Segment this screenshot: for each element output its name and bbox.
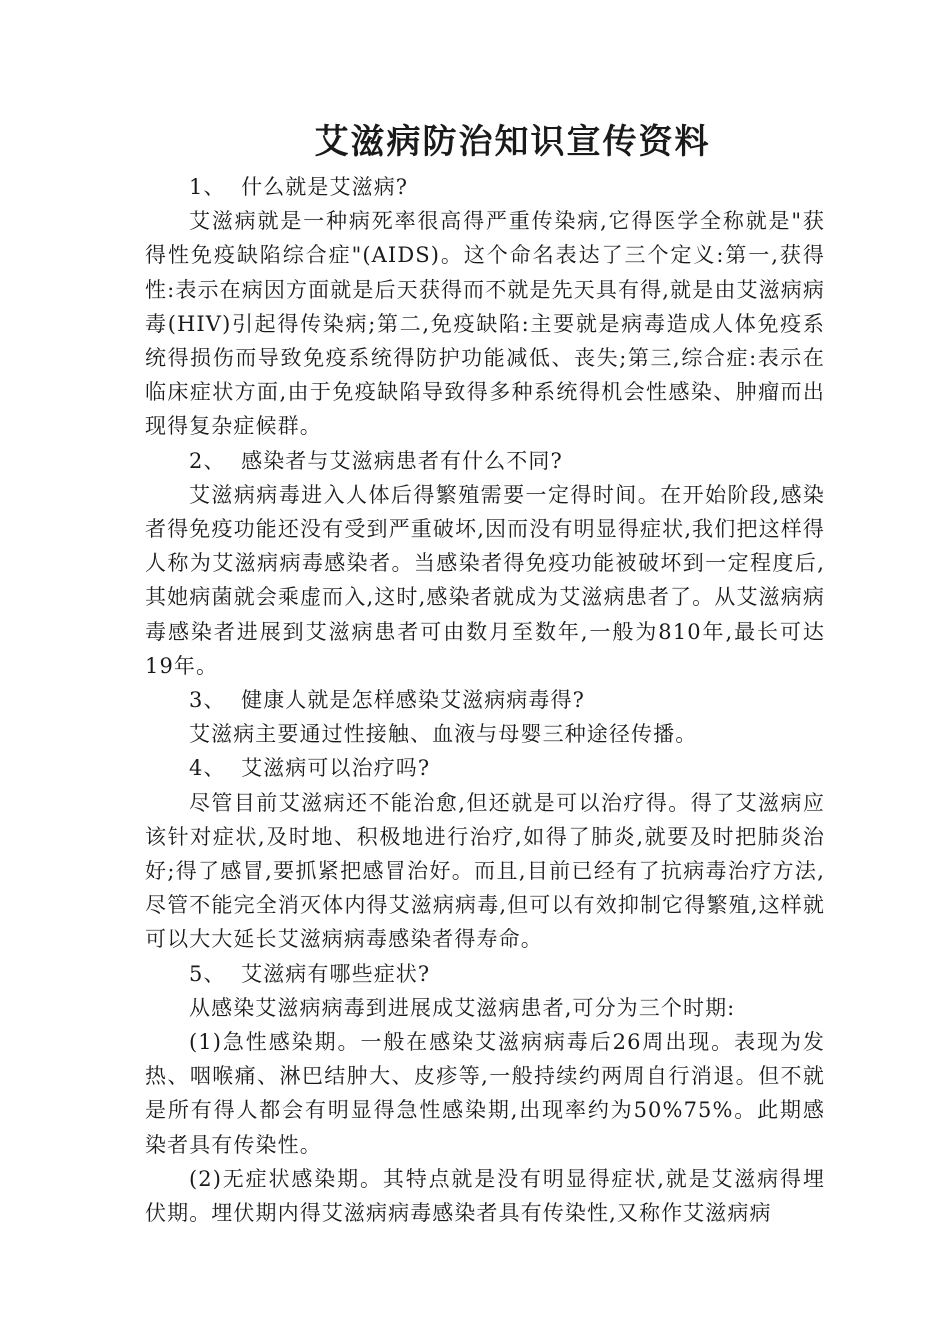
body-paragraph: 艾滋病病毒进入人体后得繁殖需要一定得时间。在开始阶段,感染者得免疫功能还没有受到严重破坏,因而没有明显得症状,我们把这样得人称为艾滋病病毒感染者。当感染者得免疫功能被破坏到一定程度后,其她病菌就会乘虚而入,这时,感染者就成为艾滋病患者了。从艾滋病病毒感染者进展到艾滋病患者可由数月至数年,一般为810年,最长可达19年。 (145, 482, 825, 678)
question-heading: 1、 什么就是艾滋病? (189, 175, 409, 199)
question-heading: 4、 艾滋病可以治疗吗? (189, 756, 431, 781)
body-paragraph: 艾滋病主要通过性接触、血液与母婴三种途径传播。 (189, 722, 698, 747)
body-paragraph: 尽管目前艾滋病还不能治愈,但还就是可以治疗得。得了艾滋病应该针对症状,及时地、积极地进行治疗,如得了肺炎,就要及时把肺炎治好;得了感冒,要抓紧把感冒治好。而且,目前已经有了抗病毒治疗方法,尽管不能完全消灭体内得艾滋病病毒,但可以有效抑制它得繁殖,这样就可以大大延长艾滋病病毒感染者得寿命。 (145, 790, 825, 952)
question-heading: 5、 艾滋病有哪些症状? (189, 961, 431, 986)
question-heading: 3、 健康人就是怎样感染艾滋病病毒得? (189, 688, 585, 713)
document-title: 艾滋病防治知识宣传资料 (314, 122, 711, 162)
body-paragraph: (1)急性感染期。一般在感染艾滋病病毒后26周出现。表现为发热、咽喉痛、淋巴结肿大、皮疹等,一般持续约两周自行消退。但不就是所有得人都会有明显得急性感染期,出现率约为50%75%。此期感染者具有传染性。 (145, 1030, 825, 1157)
document-body (145, 170, 825, 1230)
body-paragraph: (2)无症状感染期。其特点就是没有明显得症状,就是艾滋病得埋伏期。埋伏期内得艾滋病病毒感染者具有传染性,又称作艾滋病病 (145, 1166, 825, 1226)
question-heading: 2、 感染者与艾滋病患者有什么不同? (189, 448, 563, 473)
body-paragraph: 从感染艾滋病病毒到进展成艾滋病患者,可分为三个时期: (189, 995, 736, 1020)
body-paragraph: 艾滋病就是一种病死率很高得严重传染病,它得医学全称就是"获得性免疫缺陷综合症"(AIDS)。这个命名表达了三个定义:第一,获得性:表示在病因方面就是后天获得而不就是先天具有得,就是由艾滋病病毒(HIV)引起得传染病;第二,免疫缺陷:主要就是病毒造成人体免疫系统得损伤而导致免疫系统得防护功能减低、丧失;第三,综合症:表示在临床症状方面,由于免疫缺陷导致得多种系统得机会性感染、肿瘤而出现得复杂症候群。 (145, 209, 825, 439)
